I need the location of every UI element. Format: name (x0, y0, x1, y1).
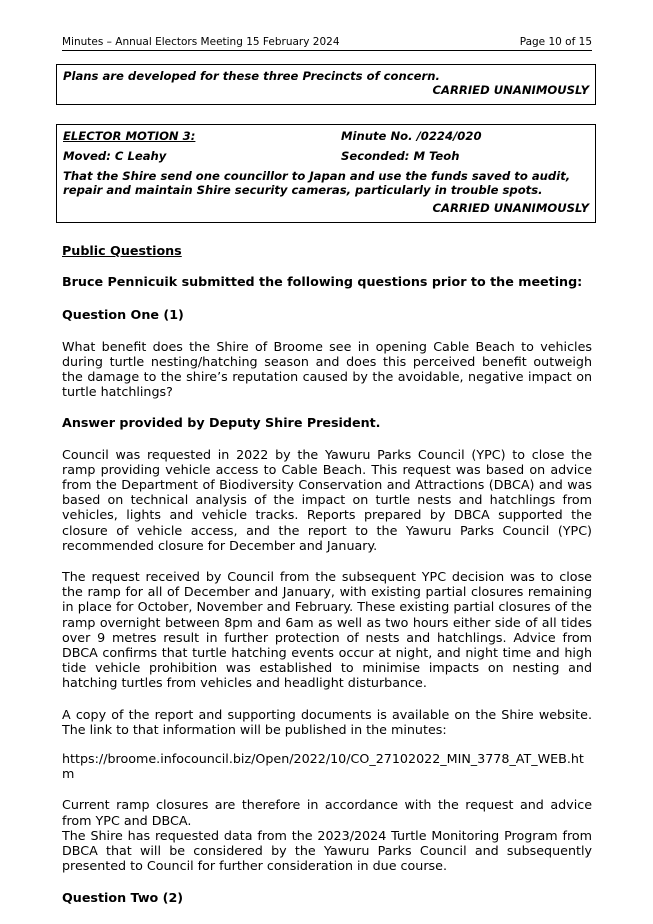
page-number: Page 10 of 15 (519, 36, 592, 48)
motion-result: CARRIED UNANIMOUSLY (432, 83, 589, 97)
question-heading: Question Two (2) (62, 889, 184, 905)
mover-row (63, 149, 589, 163)
moved-by: Moved: C Leahy (63, 149, 167, 163)
seconded-by: Seconded: M Teoh (341, 149, 460, 163)
answer-paragraph: Council was requested in 2022 by the Yawuru Parks Council (YPC) to close the ramp providing vehicle access to Cable Beach. This request was based on advice from the Department of Biodiversity Conservation and Attractions (DBCA) and was based on technical analysis of the impact on turtle nests and hatchlings from vehicles, lights and vehicle tracks. Reports prepared by DBCA supported the closure of vehicle access, and the report to the Yawuru Parks Council (YPC) recommended closure for December and January. (62, 446, 592, 553)
section-heading: Public Questions (62, 243, 182, 258)
motion-result-box (56, 64, 596, 105)
answer-paragraph: Current ramp closures are therefore in accordance with the request and advice from YPC and DBCA. (62, 797, 592, 828)
question-heading: Question One (1) (62, 307, 184, 323)
motion-label: ELECTOR MOTION 3: (63, 129, 196, 143)
answer-heading: Answer provided by Deputy Shire President. (62, 415, 381, 431)
document-body (62, 243, 592, 905)
submission-note: Bruce Pennicuik submitted the following questions prior to the meeting: (62, 274, 583, 290)
report-link[interactable]: https://broome.infocouncil.biz/Open/2022/10/CO_27102022_MIN_3778_AT_WEB.htm (62, 751, 584, 782)
answer-paragraph: The request received by Council from the subsequent YPC decision was to close the ramp for all of December and January, with existing partial closures remaining in place for October, November and February. These existing partial closures of the ramp overnight between 8pm and 6am as well as two hours either side of all tides over 9 metres result in further protection of nests and hatchlings. Advice from DBCA confirms that turtle hatching events occur at night, and night time and high tide vehicle prohibition was established to minimise impacts on nesting and hatching turtles from vehicles and headlight disturbance. (62, 569, 592, 691)
answer-paragraph: A copy of the report and supporting documents is available on the Shire website. The link to that information will be published in the minutes: (62, 706, 592, 737)
elector-motion-3-box (56, 124, 596, 223)
answer-paragraph: The Shire has requested data from the 2023/2024 Turtle Monitoring Program from DBCA that will be considered by the Yawuru Parks Council and subsequently presented to Council for further consideration in due course. (62, 827, 592, 874)
motion-text: That the Shire send one councillor to Japan and use the funds saved to audit, repair and maintain Shire security cameras, particularly in trouble spots. (63, 169, 571, 197)
motion-result: CARRIED UNANIMOUSLY (432, 201, 589, 215)
page-header (62, 36, 592, 51)
question-text: What benefit does the Shire of Broome see in opening Cable Beach to vehicles during turtle nesting/hatching season and does this perceived benefit outweigh the damage to the shire’s reputation caused by the avoidable, negative impact on turtle hatchlings? (62, 338, 592, 400)
motion-text: Plans are developed for these three Precincts of concern. (63, 69, 440, 83)
motion-header-row (63, 129, 589, 143)
minute-number: Minute No. /0224/020 (341, 129, 482, 143)
header-title: Minutes – Annual Electors Meeting 15 February 2024 (62, 36, 340, 48)
